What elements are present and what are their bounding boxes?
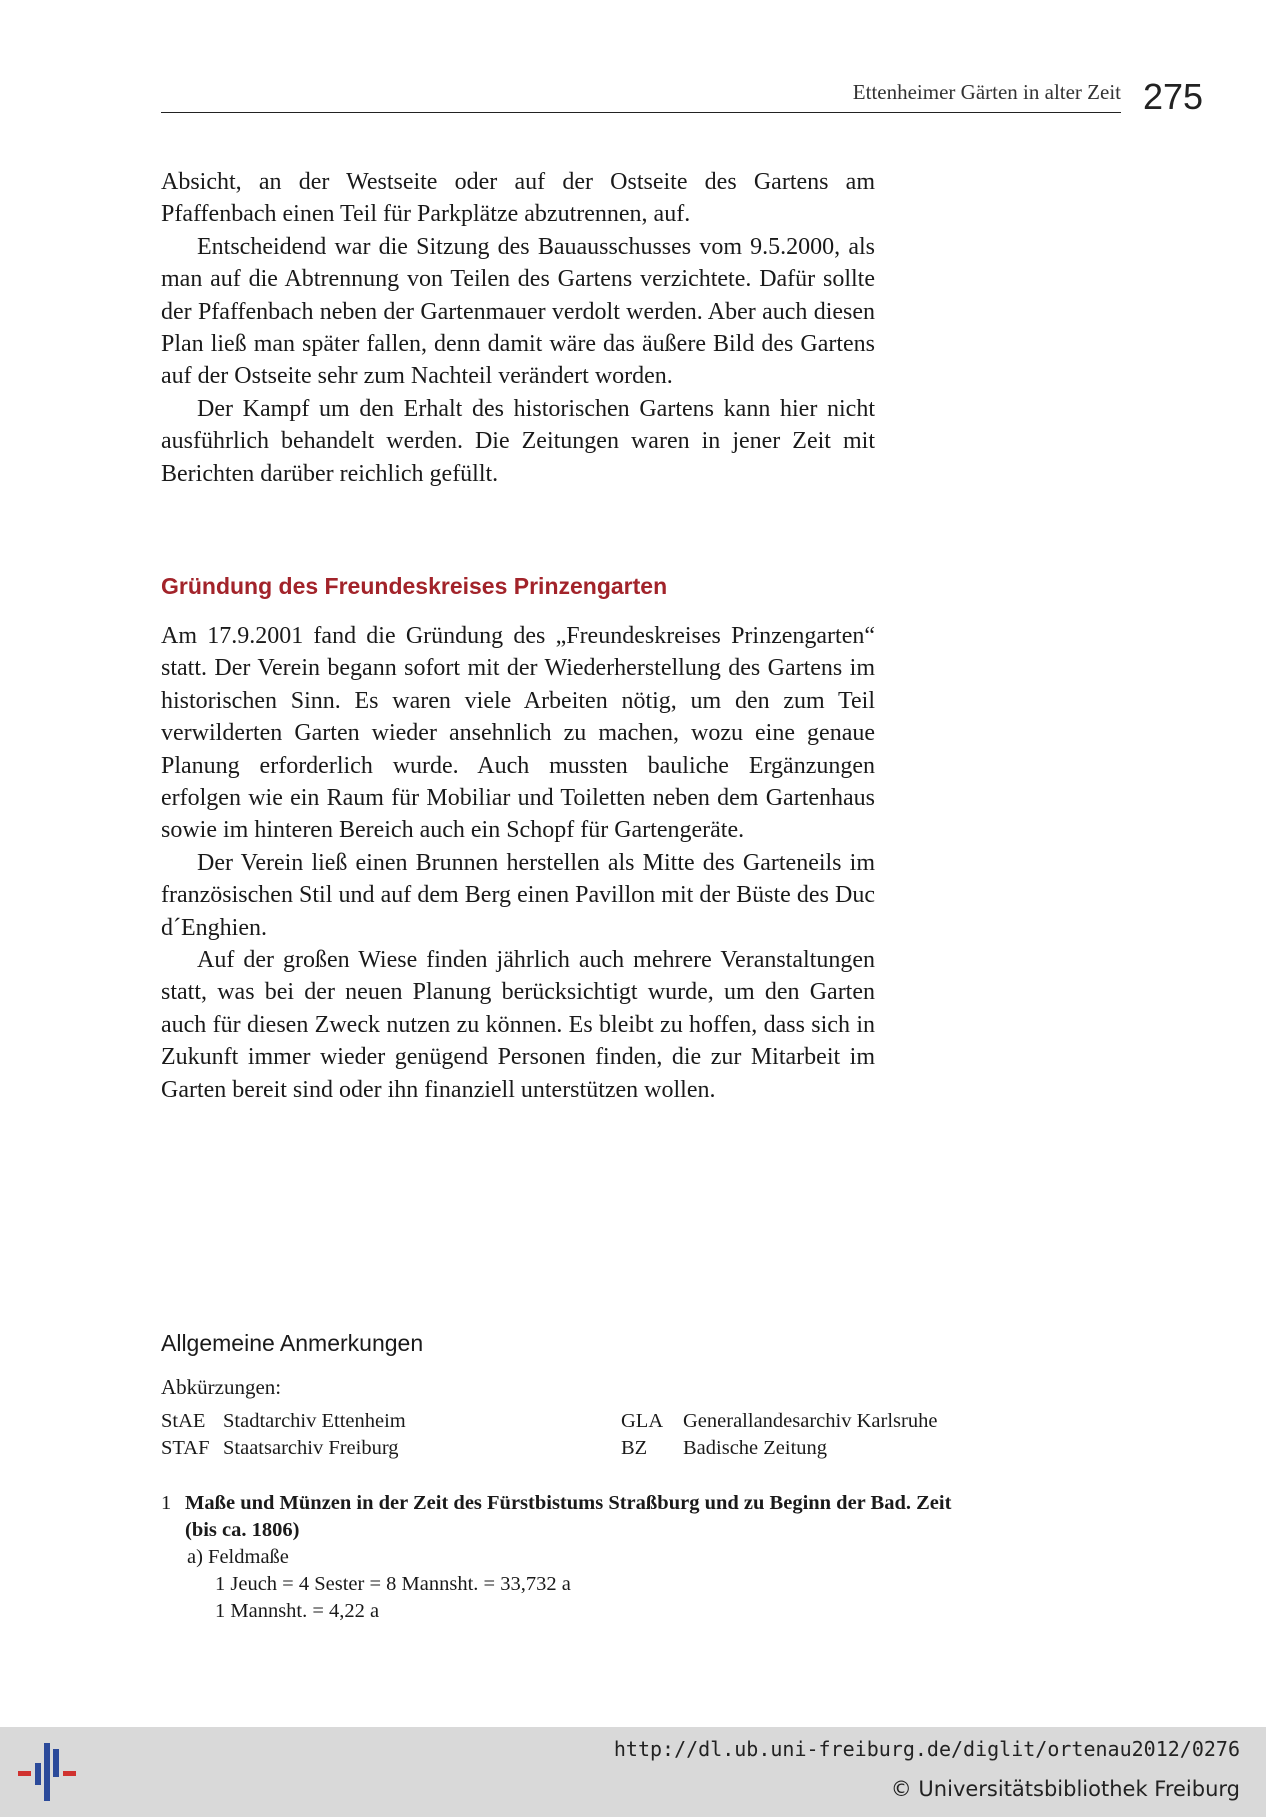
abbreviation-code: STAF — [161, 1437, 210, 1459]
abbreviation-row — [161, 1435, 1081, 1462]
paragraph: Absicht, an der Westseite oder auf der Ostseite des Gartens am Pfaffenbach einen Teil für Parkplätze abzutrennen, auf. — [161, 169, 875, 228]
paragraph: Entscheidend war die Sitzung des Bauausschusses vom 9.5.2000, als man auf die Abtrennung von Teilen des Gartens verzichtete. Dafür sollte der Pfaffenbach neben der Gartenmauer verdolt werden. Aber auch diesen Plan ließ man später fallen, denn damit wäre das äußere Bild des Gartens auf der Ostseite sehr zum Nachteil verändert worden. — [161, 233, 875, 390]
abbreviations-list — [161, 1408, 1081, 1462]
body-text-top — [161, 166, 875, 490]
abbreviation-name: Staatsarchiv Freiburg — [223, 1437, 399, 1459]
footnote-line: 1 Mannsht. = 4,22 a — [215, 1600, 380, 1622]
abbreviation-row — [161, 1408, 1081, 1435]
page-number: 275 — [1143, 76, 1204, 117]
paragraph: Auf der großen Wiese finden jährlich auch mehrere Veranstaltungen statt, was bei der neuen Planung berücksichtigt wurde, um den Garten auch für diesen Zweck nutzen zu können. Es bleibt zu hoffen, dass sich in Zukunft immer wieder genügend Personen finden, die zur Mitarbeit im Garten bereit sind oder ihn finanziell unterstützen wollen. — [161, 947, 875, 1103]
abbreviation-name: Badische Zeitung — [683, 1437, 828, 1459]
footnote — [161, 1490, 1081, 1625]
footnote-title-continued: (bis ca. 1806) — [185, 1519, 300, 1541]
notes-heading: Allgemeine Anmerkungen — [161, 1330, 424, 1356]
footer-url-link[interactable]: http://dl.ub.uni-freiburg.de/diglit/ortenau2012/0276 — [613, 1737, 1240, 1761]
abbreviation-code: GLA — [621, 1410, 664, 1432]
abbreviations-title: Abkürzungen: — [161, 1375, 282, 1399]
paragraph: Am 17.9.2001 fand die Gründung des „Freundeskreises Prinzengarten“ statt. Der Verein begann sofort mit der Wiederherstellung des Gartens im historischen Sinn. Es waren viele Arbeiten nötig, um den zum Teil verwilderten Garten wieder ansehnlich zu machen, wozu eine genaue Planung erforderlich wurde. Auch mussten bauliche Ergänzungen erfolgen wie ein Raum für Mobiliar und Toiletten neben dem Gartenhaus sowie im hinteren Bereich auch ein Schopf für Gartengeräte. — [161, 623, 875, 844]
abbreviation-name: Stadtarchiv Ettenheim — [223, 1410, 406, 1432]
section-heading: Gründung des Freundeskreises Prinzengarten — [161, 573, 668, 599]
abbreviation-code: StAE — [161, 1410, 206, 1432]
body-text-section-2 — [161, 620, 875, 1106]
footnote-subheading: a) Feldmaße — [187, 1546, 289, 1568]
library-logo-icon — [14, 1739, 80, 1805]
paragraph: Der Kampf um den Erhalt des historischen Gartens kann hier nicht ausführlich behandelt werden. Die Zeitungen waren in jener Zeit mit Berichten darüber reichlich gefüllt. — [161, 395, 875, 487]
footnote-number: 1 — [161, 1492, 172, 1514]
footnote-title: Maße und Münzen in der Zeit des Fürstbistums Straßburg und zu Beginn der Bad. Zeit — [185, 1492, 952, 1514]
abbreviation-name: Generallandesarchiv Karlsruhe — [683, 1410, 938, 1432]
paragraph: Der Verein ließ einen Brunnen herstellen als Mitte des Garteneils im französischen Stil und auf dem Berg einen Pavillon mit der Büste des Duc d´Enghien. — [161, 849, 875, 941]
footer-bar — [0, 1727, 1266, 1817]
running-title: Ettenheimer Gärten in alter Zeit — [852, 80, 1121, 104]
footer-copyright: © Universitätsbibliothek Freiburg — [890, 1777, 1240, 1801]
footnote-line: 1 Jeuch = 4 Sester = 8 Mannsht. = 33,732 a — [215, 1573, 571, 1595]
running-head — [161, 78, 1121, 113]
abbreviation-code: BZ — [621, 1437, 648, 1459]
